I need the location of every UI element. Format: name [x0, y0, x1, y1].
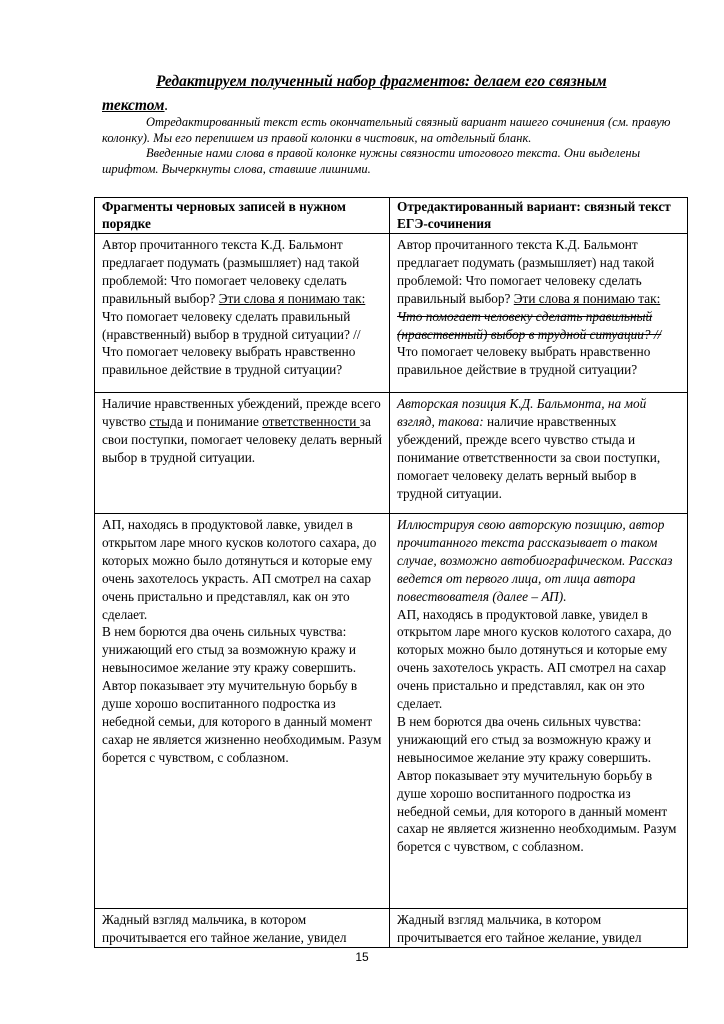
heading-dot: . [164, 97, 169, 114]
row4-right-cell: Жадный взгляд мальчика, в котором прочитывается его тайное желание, увидел [390, 909, 688, 948]
row1-right-text-b: Что помогает человеку выбрать нравственно правильное действие в трудной ситуации? [397, 344, 651, 378]
row3-left-paragraph-3: Автор показывает эту мучительную борьбу в душе хорошо воспитанного подростка из небедной семьи, для которого в данный момент сахар не является жизненно необходимым. Разум борется с чувством, с соблазном. [102, 678, 382, 765]
intro-paragraph-1-text: Отредактированный текст есть окончательный связный вариант нашего сочинения (см. правую колонку). Мы его перепишем из правой колонки в чистовик, на отдельный бланк. [102, 115, 671, 145]
intro-text [102, 115, 692, 177]
row3-right-paragraph-3: Автор показывает эту мучительную борьбу в душе хорошо воспитанного подростка из небедной семьи, для которого в данный момент сахар не является жизненно необходимым. Разум борется с чувством, с соблазном. [397, 767, 677, 855]
table-row [95, 234, 688, 393]
header-right: Отредактированный вариант: связный текст ЕГЭ-сочинения [390, 198, 688, 234]
row1-right-strikethrough: Что помогает человеку сделать правильный (нравственный) выбор в трудной ситуации? // [397, 308, 662, 342]
row2-left-underlined-1: стыда [149, 413, 183, 429]
essay-table [94, 197, 688, 948]
row1-right-underlined: Эти слова я понимаю так: [513, 290, 661, 306]
row1-left-text-b: Что помогает человеку сделать правильный (нравственный) выбор в трудной ситуации? // Что помогает человеку выбрать нравственно правильное действие в трудной ситуации? [102, 308, 361, 378]
page-number: 15 [355, 950, 369, 964]
table-row [95, 393, 688, 514]
row1-left-underlined: Эти слова я понимаю так: [218, 290, 366, 306]
row2-right-cell [390, 393, 688, 514]
row3-left-paragraph-1: АП, находясь в продуктовой лавке, увидел в открытом ларе много кусков колотого сахара, до которых можно было дотянуться и которые ему очень захотелось украсть. АП смотрел на сахар очень пристально и представлял, как он это сделает. [102, 517, 377, 622]
intro-paragraph-2 [102, 146, 692, 177]
row3-left-cell [95, 514, 390, 909]
row1-right-text-a: Автор прочитанного текста К.Д. Бальмонт предлагает подумать (размышляет) над такой проблемой: Что помогает человеку сделать правильный выбор? [397, 237, 655, 306]
row3-right-cell [390, 514, 688, 909]
intro-paragraph-1 [102, 115, 692, 146]
section-heading [102, 70, 682, 118]
row2-left-text-c: за свои поступки, помогает человеку делать верный выбор в трудной ситуации. [102, 413, 382, 465]
row2-left-cell [95, 393, 390, 514]
header-left: Фрагменты черновых записей в нужном порядке [95, 198, 390, 234]
table-header-row [95, 198, 688, 234]
heading-line-2: текстом [102, 97, 165, 114]
row1-right-cell [390, 234, 688, 393]
row2-right-text: наличие нравственных убеждений, прежде всего чувство стыда и понимание ответственности за свои поступки, помогает человеку делать верный выбор в трудной ситуации. [397, 413, 661, 501]
table-row [95, 909, 688, 948]
row2-right-italic: Авторская позиция К.Д. Бальмонта, на мой взгляд, такова: [397, 396, 647, 429]
row3-right-paragraph-1: АП, находясь в продуктовой лавке, увидел в открытом ларе много кусков колотого сахара, до которых можно было дотянуться и которые ему очень захотелось украсть. АП смотрел на сахар очень пристально и представлял, как он это сделает. [397, 606, 672, 712]
row2-left-underlined-2: ответственности [262, 413, 360, 429]
row3-right-italic: Иллюстрируя свою авторскую позицию, автор прочитанного текста рассказывает о таком случае, возможно автобиографическом. Рассказ ведется от первого лица, от лица автора повествователя (далее – АП). [397, 517, 673, 604]
row3-left-paragraph-2: В нем борются два очень сильных чувства: унижающий его стыд за возможную кражу и невыносимое желание эту кражу совершить. [102, 624, 357, 676]
row3-right-paragraph-2: В нем борются два очень сильных чувства: унижающий его стыд за возможную кражу и невыносимое желание эту кражу совершить. [397, 713, 652, 765]
row1-left-cell [95, 234, 390, 393]
row2-left-text-b: и понимание [182, 413, 263, 429]
intro-paragraph-2-text: Введенные нами слова в правой колонке нужны связности итогового текста. Они выделены шрифтом. Вычеркнуты слова, ставшие лишними. [102, 146, 641, 176]
row1-left-text-a: Автор прочитанного текста К.Д. Бальмонт предлагает подумать (размышляет) над такой проблемой: Что помогает человеку сделать правильный выбор? [102, 237, 360, 306]
row4-left-cell: Жадный взгляд мальчика, в котором прочитывается его тайное желание, увидел [95, 909, 390, 948]
heading-line-1: Редактируем полученный набор фрагментов: делаем его связным [156, 73, 607, 90]
table-row [95, 514, 688, 909]
row2-left-text-a: Наличие нравственных убеждений, прежде всего чувство [102, 396, 381, 429]
